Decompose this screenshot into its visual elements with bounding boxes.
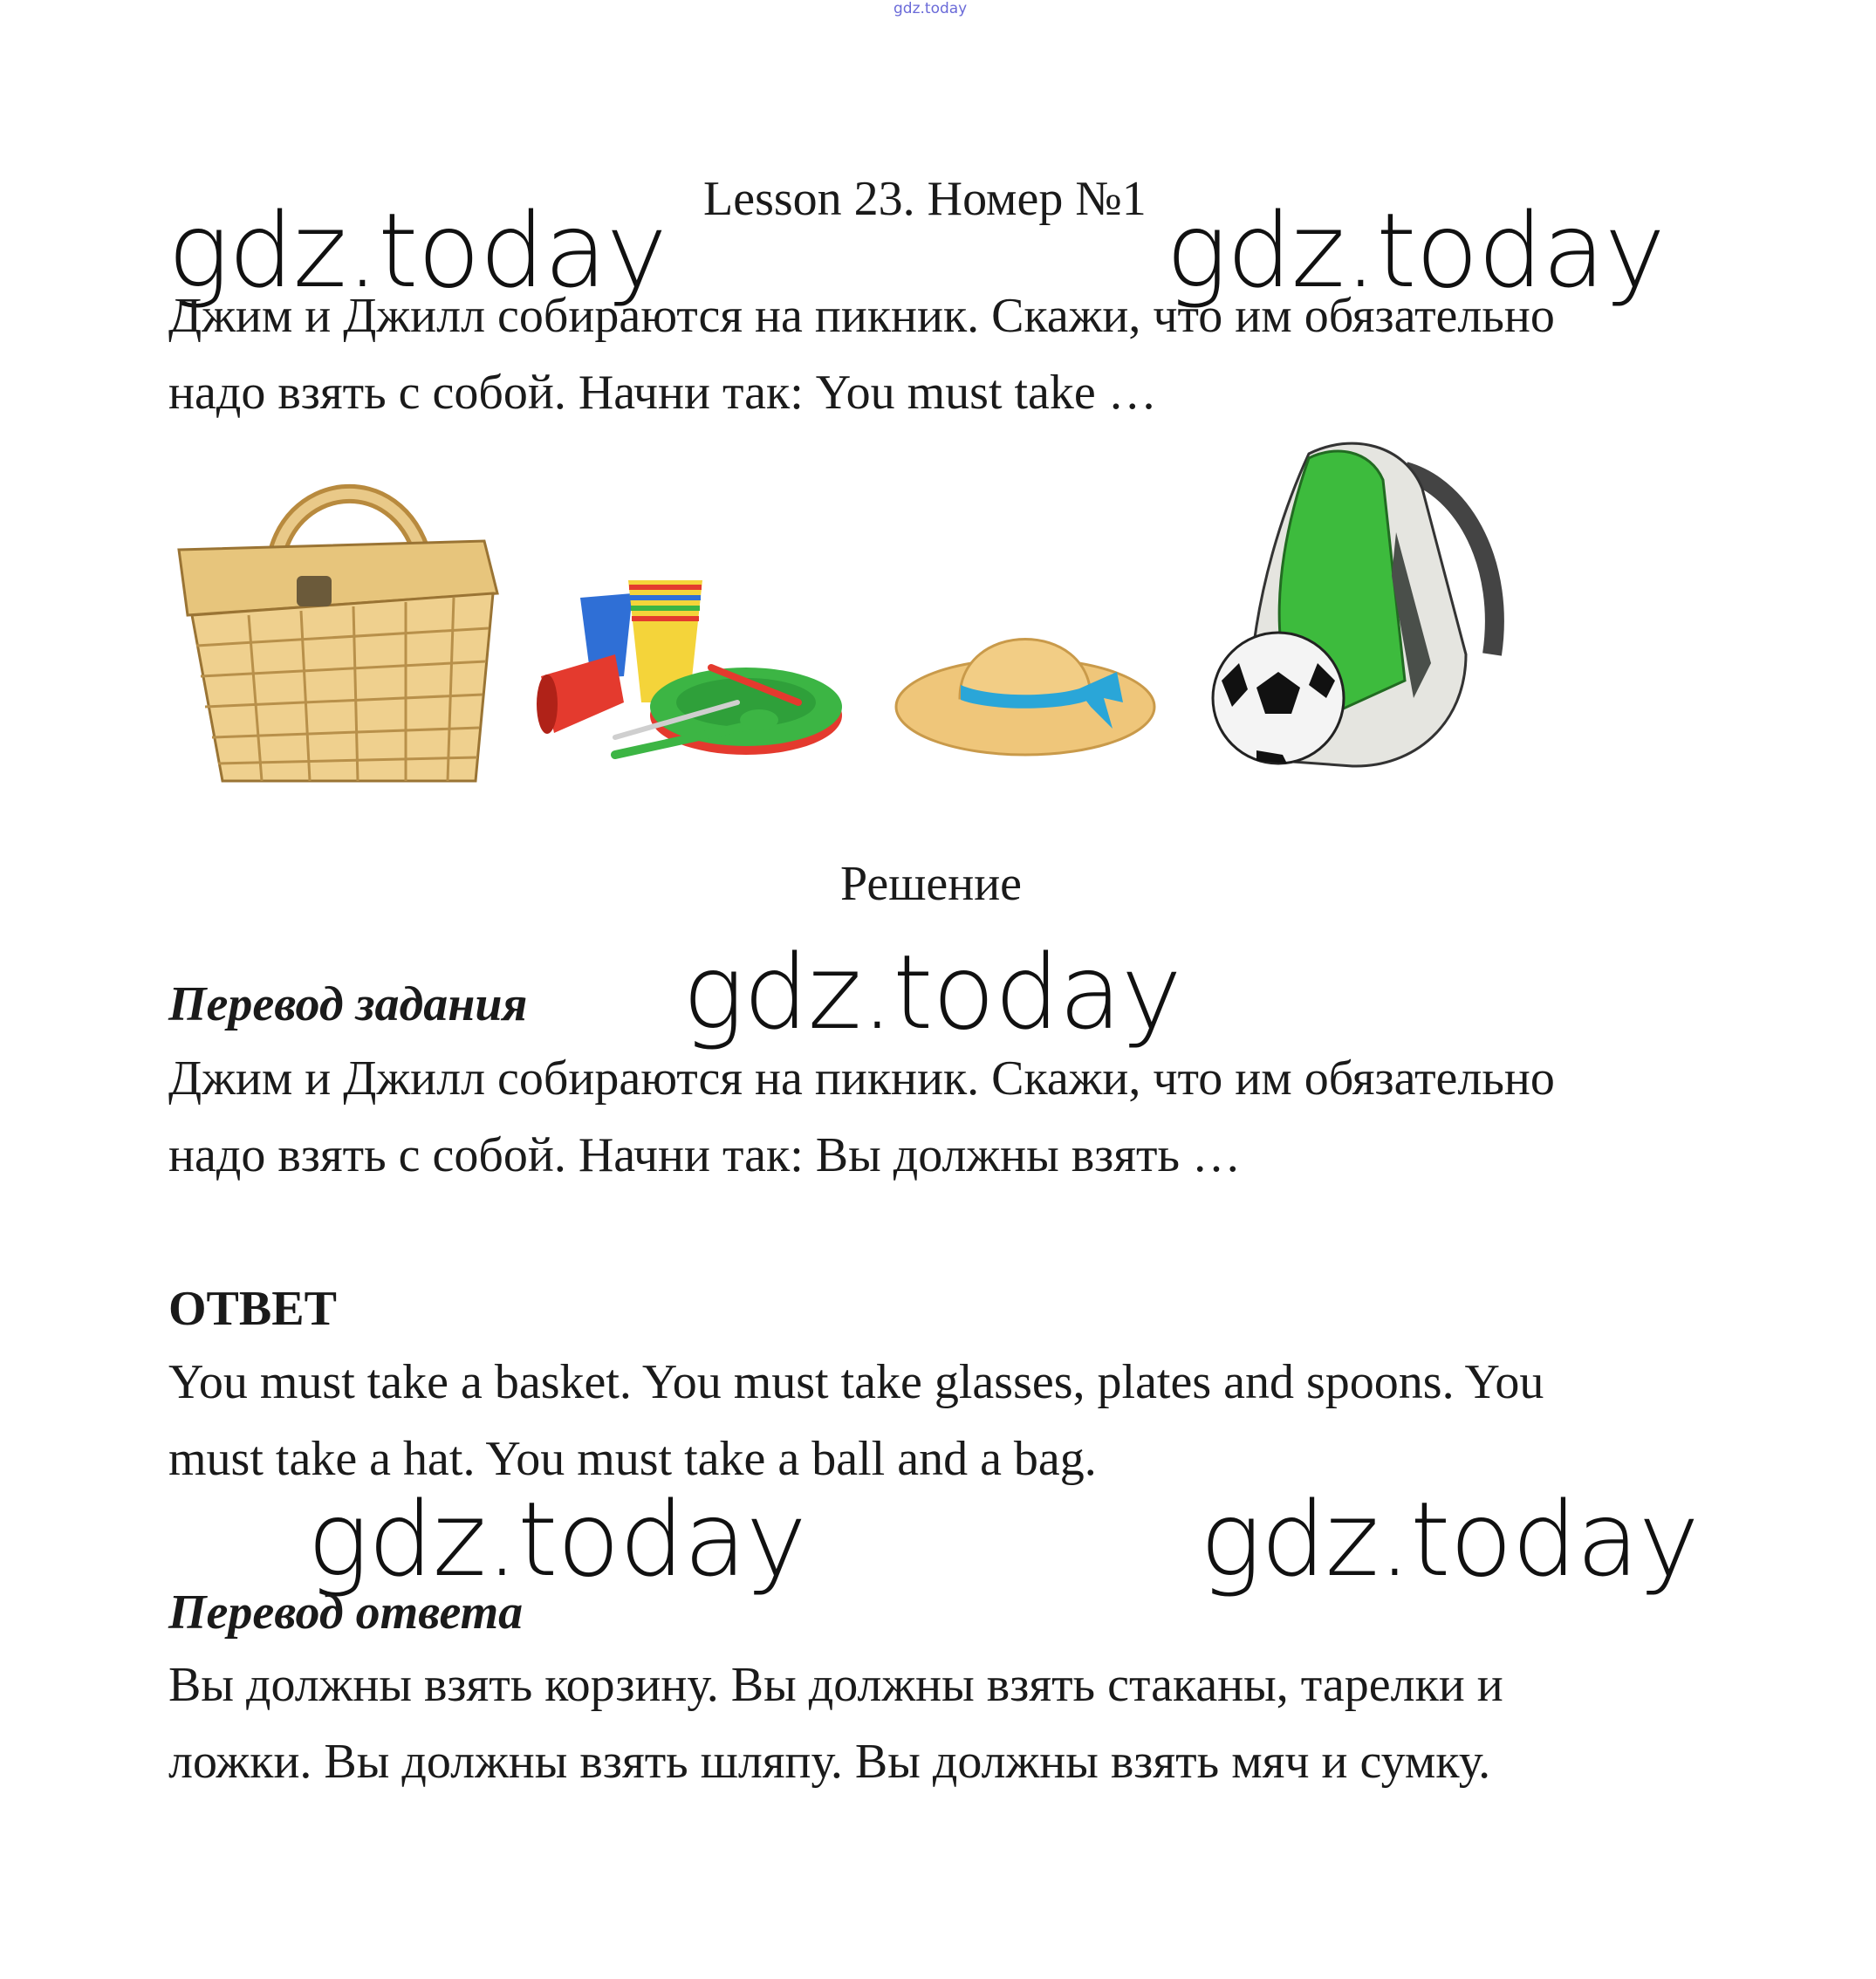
answer-translation-line: ложки. Вы должны взять шляпу. Вы должны взять мяч и сумку. [168,1735,1491,1789]
task-text [168,277,1555,431]
answer-heading: ОТВЕТ [168,1282,337,1336]
solution-label: Решение [840,857,1023,911]
answer-translation-text [168,1647,1503,1800]
straw-hat-image [894,602,1156,759]
answer-line: must take a hat. You must take a ball and a bag. [168,1432,1097,1486]
watermark-logo: gdz.today [307,1479,806,1599]
task-line: надо взять с собой. Начни так: You must take … [168,366,1157,420]
watermark-logo: gdz.today [168,190,667,311]
watermark-logo: gdz.today [1200,1479,1699,1599]
watermark-logo: gdz.today [682,932,1181,1052]
translation-text [168,1040,1555,1194]
answer-line: You must take a basket. You must take glasses, plates and spoons. You [168,1355,1544,1409]
lesson-title: Lesson 23. Номер №1 [703,172,1147,226]
task-line: Джим и Джилл собираются на пикник. Скажи, что им обязательно [168,289,1555,343]
backpack-with-ball-image [1204,436,1510,772]
cups-and-plates-image [537,572,846,772]
translation-line: Джим и Джилл собираются на пикник. Скажи, что им обязательно [168,1051,1555,1106]
picnic-basket-image [170,462,506,794]
translation-line: надо взять с собой. Начни так: Вы должны взять … [168,1128,1242,1182]
answer-translation-heading: Перевод ответа [168,1585,524,1640]
answer-translation-line: Вы должны взять корзину. Вы должны взять стаканы, тарелки и [168,1658,1503,1712]
watermark-logo: gdz.today [1166,190,1665,311]
top-watermark: gdz.today [893,0,968,17]
answer-text [168,1344,1544,1497]
translation-heading: Перевод задания [168,977,528,1031]
